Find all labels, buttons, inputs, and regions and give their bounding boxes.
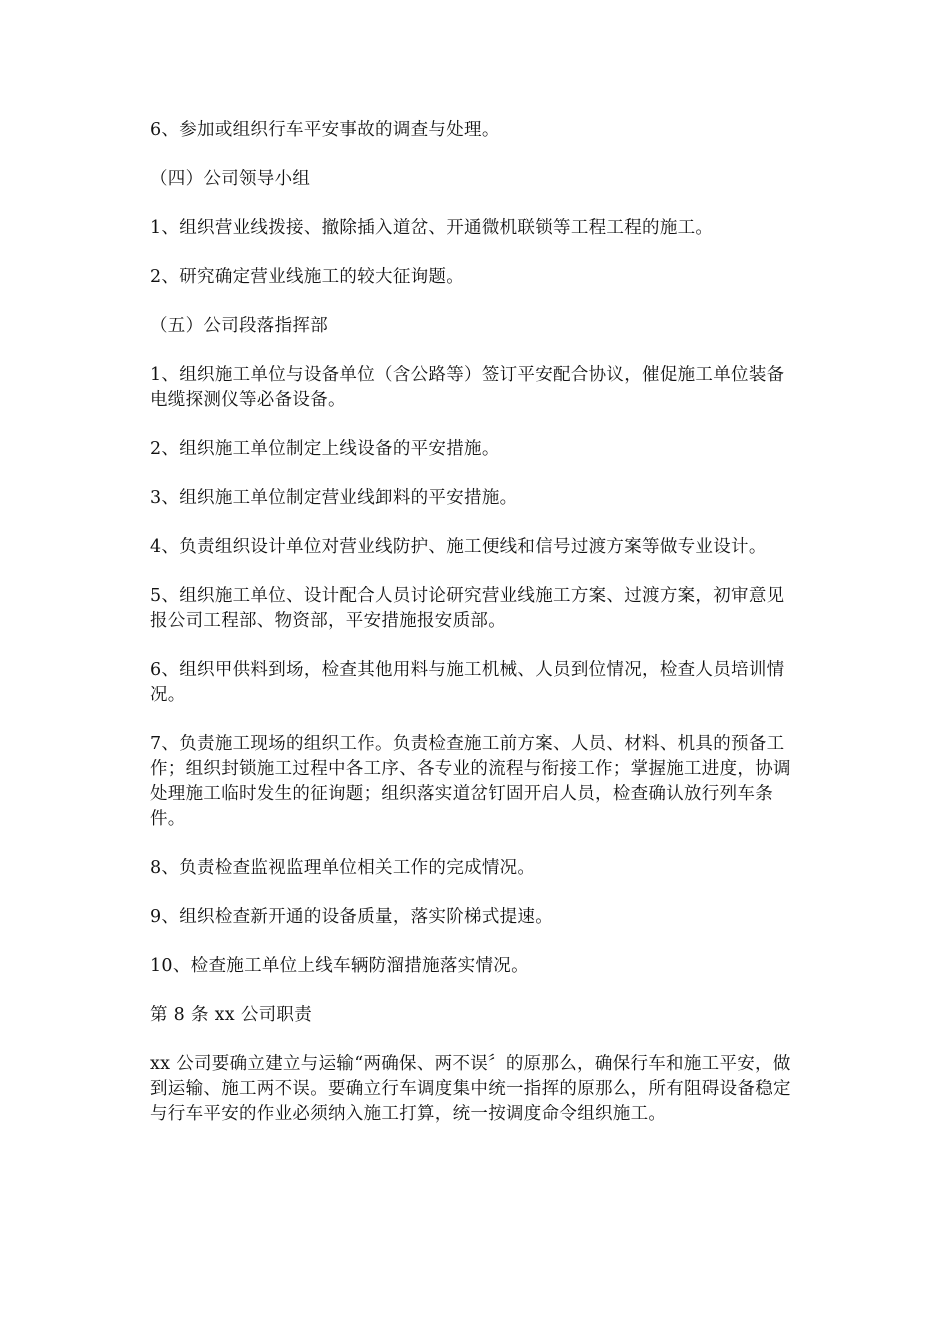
- paragraph-leadership-1: 1、组织营业线拨接、撤除插入道岔、开通微机联锁等工程工程的施工。: [150, 218, 714, 238]
- paragraph-leadership-2: 2、研究确定营业线施工的较大征询题。: [150, 267, 465, 287]
- paragraph-command-1: 1、组织施工单位与设备单位（含公路等）签订平安配合协议，催促施工单位装备电缆探测仪等必备设备。: [150, 365, 785, 410]
- paragraph-article-8-body: xx 公司要确立建立与运输“两确保、两不误〞的原那么，确保行车和施工平安，做到运输、施工两不误。要确立行车调度集中统一指挥的原那么，所有阻碍设备稳定与行车平安的作业必须纳入施工打算，统一按调度命令组织施工。: [150, 1054, 791, 1124]
- paragraph-item-6-investigation: 6、参加或组织行车平安事故的调查与处理。: [150, 120, 500, 140]
- article-heading-8: 第 8 条 xx 公司职责: [150, 1005, 313, 1025]
- paragraph-command-5: 5、组织施工单位、设计配合人员讨论研究营业线施工方案、过渡方案，初审意见报公司工程部、物资部，平安措施报安质部。: [150, 586, 785, 631]
- document-page: [150, 118, 800, 1151]
- paragraph-command-7: 7、负责施工现场的组织工作。负责检查施工前方案、人员、材料、机具的预备工作；组织封锁施工过程中各工序、各专业的流程与衔接工作；掌握施工进度，协调处理施工临时发生的征询题；组织落实道岔钉固开启人员，检查确认放行列车条件。: [150, 734, 791, 829]
- section-heading-leadership-group: （四）公司领导小组: [150, 169, 311, 189]
- paragraph-command-6: 6、组织甲供料到场，检查其他用料与施工机械、人员到位情况，检查人员培训情况。: [150, 660, 785, 705]
- paragraph-command-4: 4、负责组织设计单位对营业线防护、施工便线和信号过渡方案等做专业设计。: [150, 537, 767, 557]
- paragraph-command-3: 3、组织施工单位制定营业线卸料的平安措施。: [150, 488, 518, 508]
- paragraph-command-8: 8、负责检查监视监理单位相关工作的完成情况。: [150, 858, 536, 878]
- paragraph-command-9: 9、组织检查新开通的设备质量，落实阶梯式提速。: [150, 907, 554, 927]
- paragraph-command-2: 2、组织施工单位制定上线设备的平安措施。: [150, 439, 500, 459]
- section-heading-command-post: （五）公司段落指挥部: [150, 316, 328, 336]
- paragraph-command-10: 10、检查施工单位上线车辆防溜措施落实情况。: [150, 956, 529, 976]
